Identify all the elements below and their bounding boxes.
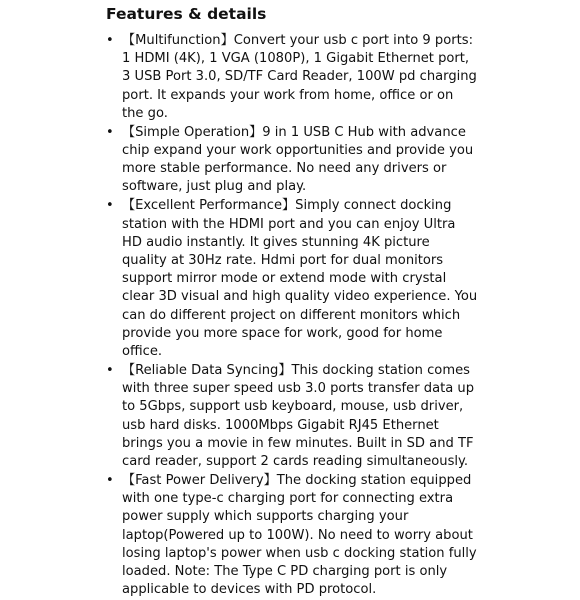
bullet-icon: • bbox=[106, 124, 114, 140]
feature-heading: 【Reliable Data Syncing】 bbox=[122, 363, 292, 379]
feature-heading: 【Fast Power Delivery】 bbox=[122, 473, 277, 489]
list-item bbox=[106, 124, 478, 197]
list-item bbox=[106, 32, 478, 123]
list-item bbox=[106, 197, 478, 361]
feature-heading: 【Excellent Performance】 bbox=[122, 198, 296, 214]
feature-text: Convert your usb c port into 9 ports: 1 HDMI (4K), 1 VGA (1080P), 1 Gigabit Ethernet port, 3 USB Port 3.0, SD/TF Card Reader, 100W pd charging port. It expands your work from home, office or on the go. bbox=[122, 33, 477, 121]
bullet-icon: • bbox=[106, 473, 114, 489]
bullet-icon: • bbox=[106, 363, 114, 379]
bullet-icon: • bbox=[106, 198, 114, 214]
feature-heading: 【Simple Operation】 bbox=[122, 124, 263, 140]
section-title: Features & details bbox=[106, 5, 267, 23]
features-panel bbox=[106, 4, 478, 600]
feature-text: This docking station comes with three super speed usb 3.0 ports transfer data up to 5Gbps, support usb keyboard, mouse, usb driver, usb hard disks. 1000Mbps Gigabit RJ45 Ethernet brings you a movie in few minutes. Built in SD and TF card reader, support 2 cards reading simultaneously. bbox=[122, 363, 475, 470]
feature-heading: 【Multifunction】 bbox=[122, 33, 234, 48]
list-item bbox=[106, 472, 478, 599]
feature-text: Simply connect docking station with the HDMI port and you can enjoy Ultra HD audio instantly. It gives stunning 4K picture quality at 30Hz rate. Hdmi port for dual monitors support mirror mode or extend mode with crystal clear 3D visual and high quality video experience. You can do different project on different monitors which provide you more space for work, good for home office. bbox=[122, 198, 478, 360]
features-list bbox=[106, 32, 478, 599]
feature-text: 9 in 1 USB C Hub with advance chip expand your work opportunities and provide you more stable performance. No need any drivers or software, just plug and play. bbox=[122, 124, 474, 195]
bullet-icon: • bbox=[106, 33, 114, 48]
list-item bbox=[106, 362, 478, 471]
feature-text: The docking station equipped with one type-c charging port for connecting extra power supply which supports charging your laptop(Powered up to 100W). No need to worry about losing laptop's power when usb c docking station fully loaded. Note: The Type C PD charging port is only applicable to devices with PD protocol. bbox=[122, 473, 477, 598]
